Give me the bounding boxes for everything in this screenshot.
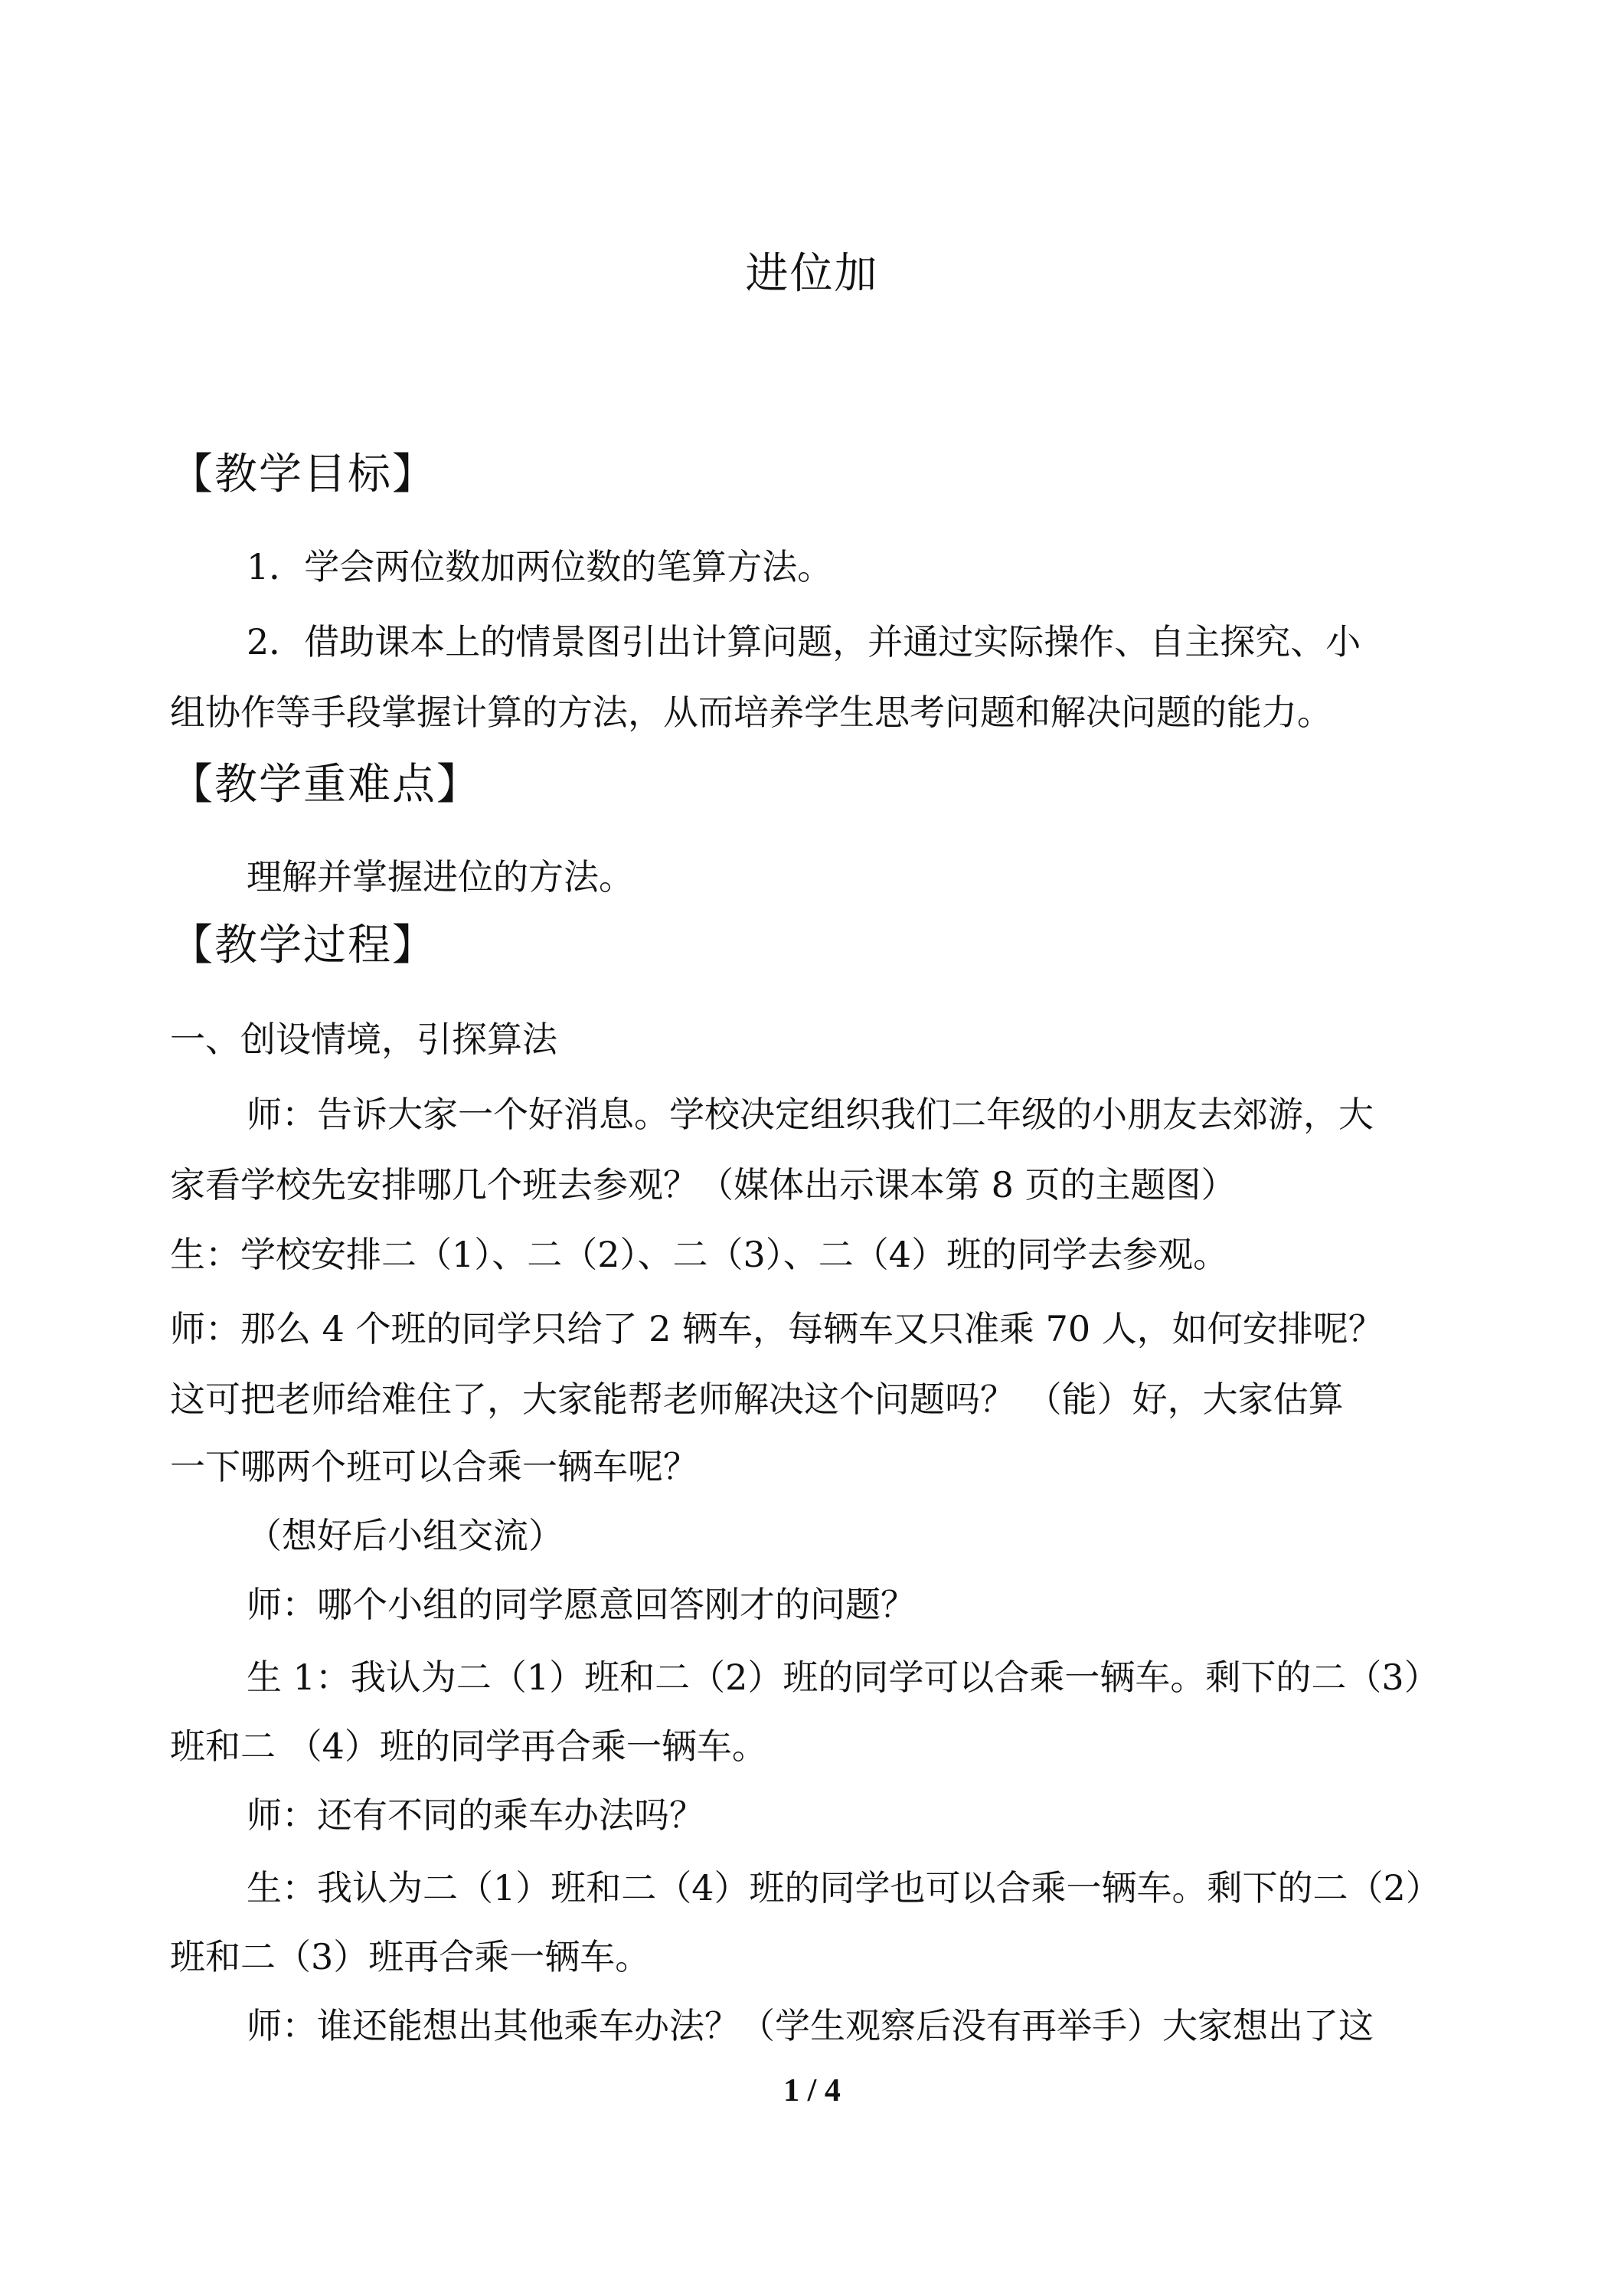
paragraph-1-line-2: 家看学校先安排哪几个班去参观？（媒体出示课本第 8 页的主题图） bbox=[170, 1164, 1237, 1205]
paragraph-7: 师：还有不同的乘车办法吗？ bbox=[247, 1794, 704, 1836]
section-heading-key-points: 【教学重难点】 bbox=[170, 760, 481, 810]
document-title: 进位加 bbox=[745, 249, 879, 299]
paragraph-6-line-1: 生 1：我认为二（1）班和二（2）班的同学可以合乘一辆车。剩下的二（3） bbox=[247, 1657, 1439, 1698]
section-heading-process: 【教学过程】 bbox=[170, 921, 436, 970]
goal-item-2-line-1: 2．借助课本上的情景图引出计算问题，并通过实际操作、自主探究、小 bbox=[247, 621, 1361, 662]
paragraph-2: 生：学校安排二（1）、二（2）、二（3）、二（4）班的同学去参观。 bbox=[170, 1234, 1229, 1275]
section-heading-goals: 【教学目标】 bbox=[170, 450, 436, 499]
paragraph-9-line-1: 师：谁还能想出其他乘车办法？（学生观察后没有再举手）大家想出了这 bbox=[247, 2005, 1374, 2046]
paragraph-3-line-1: 师：那么 4 个班的同学只给了 2 辆车，每辆车又只准乘 70 人，如何安排呢？ bbox=[170, 1308, 1384, 1349]
paragraph-6-line-2: 班和二 （4）班的同学再合乘一辆车。 bbox=[170, 1725, 767, 1767]
goal-item-2-line-2: 组协作等手段掌握计算的方法，从而培养学生思考问题和解决问题的能力。 bbox=[170, 692, 1332, 733]
process-part-1-heading: 一、创设情境，引探算法 bbox=[170, 1019, 557, 1060]
paragraph-8-line-1: 生：我认为二（1）班和二（4）班的同学也可以合乘一辆车。剩下的二（2） bbox=[247, 1867, 1441, 1909]
paragraph-4: （想好后小组交流） bbox=[247, 1515, 564, 1556]
key-points-text: 理解并掌握进位的方法。 bbox=[247, 856, 634, 898]
goal-item-1: 1．学会两位数加两位数的笔算方法。 bbox=[247, 546, 833, 587]
paragraph-8-line-2: 班和二（3）班再合乘一辆车。 bbox=[170, 1936, 651, 1977]
page-number: 1 / 4 bbox=[783, 2073, 841, 2108]
paragraph-3-line-3: 一下哪两个班可以合乘一辆车呢？ bbox=[170, 1446, 698, 1487]
paragraph-1-line-1: 师：告诉大家一个好消息。学校决定组织我们二年级的小朋友去郊游，大 bbox=[247, 1094, 1374, 1135]
paragraph-3-line-2: 这可把老师给难住了，大家能帮老师解决这个问题吗？ （能）好，大家估算 bbox=[170, 1379, 1344, 1420]
paragraph-5: 师：哪个小组的同学愿意回答刚才的问题？ bbox=[247, 1584, 916, 1625]
